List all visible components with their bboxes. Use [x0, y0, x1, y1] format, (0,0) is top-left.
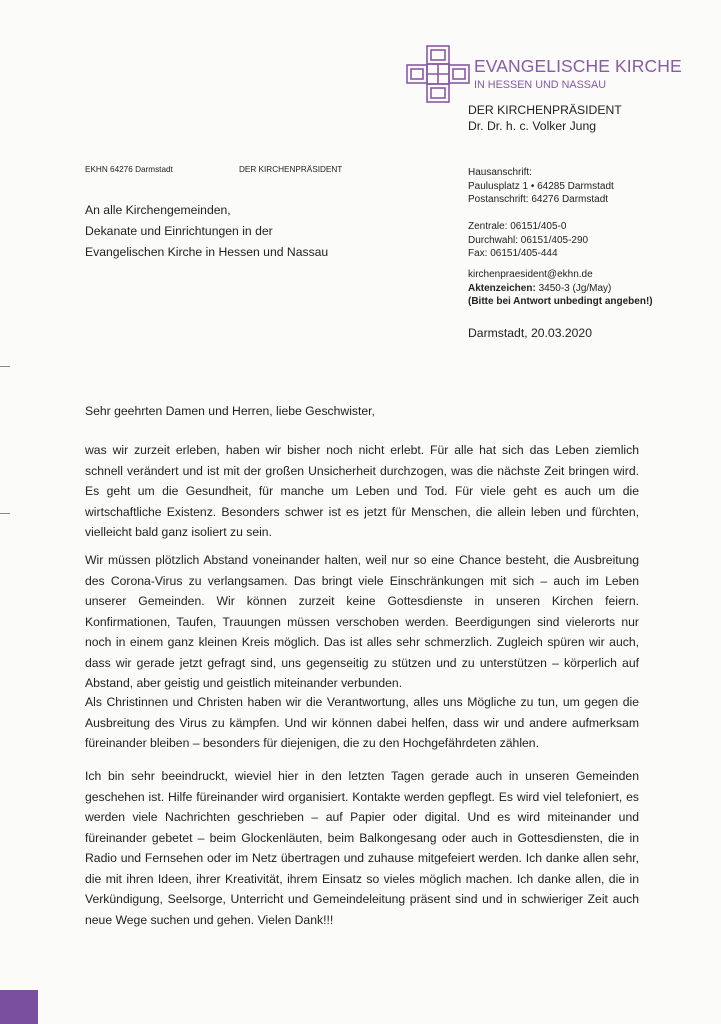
address-label: Hausanschrift: [468, 167, 532, 178]
punch-mark [0, 513, 10, 514]
direct-phone: Durchwahl: 06151/405-290 [468, 234, 589, 246]
address-block [468, 166, 614, 207]
org-subtitle: IN HESSEN UND NASSAU [474, 79, 606, 91]
reference-block [468, 268, 653, 309]
office-holder-name: Dr. Dr. h. c. Volker Jung [468, 119, 597, 133]
sender-address-line: EKHN 64276 Darmstadt [85, 165, 173, 174]
body-paragraph-1: was wir zurzeit erleben, haben wir bisher noch nicht erlebt. Für alle hat sich das Leben ziemlich schnell verändert und ist mit der großen Unsicherheit durchzogen, was die nächste Zeit bringen wird. Es geht um die Gesundheit, für manche um Leben und Tod. Für viele geht es auch um die wirtschaftliche Existenz. Besonders schwer ist es jetzt für Menschen, die allein leben und fürchten, vielleicht bald ganz isoliert zu sein. [85, 443, 639, 539]
org-name: EVANGELISCHE KIRCHE [474, 56, 682, 76]
sender-office-line: DER KIRCHENPRÄSIDENT [239, 165, 343, 174]
email-link[interactable]: kirchenpraesident@ekhn.de [468, 269, 593, 280]
letter-date: Darmstadt, 20.03.2020 [468, 326, 592, 340]
body-paragraph-2: Wir müssen plötzlich Abstand voneinander halten, weil nur so eine Chance besteht, die Ausbreitung des Corona-Virus zu verlangsamen. Das bringt viele Einschränkungen mit sich – auch im Leben unserer Gemeinden. Wir können zurzeit keine Gottesdienste in unseren Kirchen feiern. Konfirmationen, Taufen, Trauungen müssen verschoben werden. Beerdigungen sind vielerorts nur noch in einem ganz kleinen Kreis möglich. Das ist alles sehr schmerzlich. Zugleich spüren wir auch, dass wir gerade jetzt gefragt sind, uns gegenseitig zu stützen und zu unterstützen – körperlich auf Abstand, aber geistig und geistlich miteinander verbunden. [85, 553, 639, 690]
office-title: DER KIRCHENPRÄSIDENT [468, 103, 622, 117]
fax-number: Fax: 06151/405-444 [468, 248, 558, 259]
ekhn-cross-logo-icon [405, 44, 471, 104]
recipient-block [85, 200, 328, 263]
reference-value: 3450-3 (Jg/May) [535, 282, 612, 294]
body-paragraph-3: Als Christinnen und Christen haben wir die Verantwortung, alles uns Mögliche zu tun, um gegen die Ausbreitung des Virus zu kämpfen. Und wir können dabei helfen, dass wir und andere aufmerksam füreinander bleiben – besonders für diejenigen, die zu den Hochgefährdeten zählen. [85, 695, 639, 750]
recipient-line: An alle Kirchengemeinden, [85, 203, 231, 217]
corner-color-block [0, 990, 38, 1024]
reference-note: (Bitte bei Antwort unbedingt angeben!) [468, 296, 653, 307]
office-block [468, 102, 622, 134]
recipient-line: Dekanate und Einrichtungen in der [85, 224, 273, 238]
phone-block [468, 220, 588, 261]
postal-address: Postanschrift: 64276 Darmstadt [468, 194, 609, 205]
central-phone: Zentrale: 06151/405-0 [468, 221, 567, 232]
fold-mark [0, 366, 10, 367]
reference-line [468, 282, 653, 296]
salutation: Sehr geehrten Damen und Herren, liebe Geschwister, [85, 404, 375, 418]
reference-label: Aktenzeichen: [468, 282, 536, 294]
body-paragraph-4: Ich bin sehr beeindruckt, wieviel hier in den letzten Tagen gerade auch in unseren Gemeinden geschehen ist. Hilfe füreinander wird organisiert. Kontakte werden gepflegt. Es wird viel telefoniert, es werden viele Nachrichten geschrieben – auf Papier oder digital. Und es wird miteinander und füreinander gebetet – beim Glockenläuten, beim Balkongesang oder auch in Gottesdiensten, die in Radio und Fernsehen oder im Netz übertragen und zuhause mitgefeiert werden. Ich danke allen sehr, die mit ihren Ideen, ihrer Kreativität, ihrem Einsatz so vieles möglich machen. Ich danke allen, die in Verkündigung, Seelsorge, Unterricht und Gemeindeleitung präsent sind und in schwieriger Zeit auch neue Wege suchen und gehen. Vielen Dank!!! [85, 769, 639, 927]
street-address: Paulusplatz 1 • 64285 Darmstadt [468, 180, 614, 192]
recipient-line: Evangelischen Kirche in Hessen und Nassau [85, 245, 329, 259]
